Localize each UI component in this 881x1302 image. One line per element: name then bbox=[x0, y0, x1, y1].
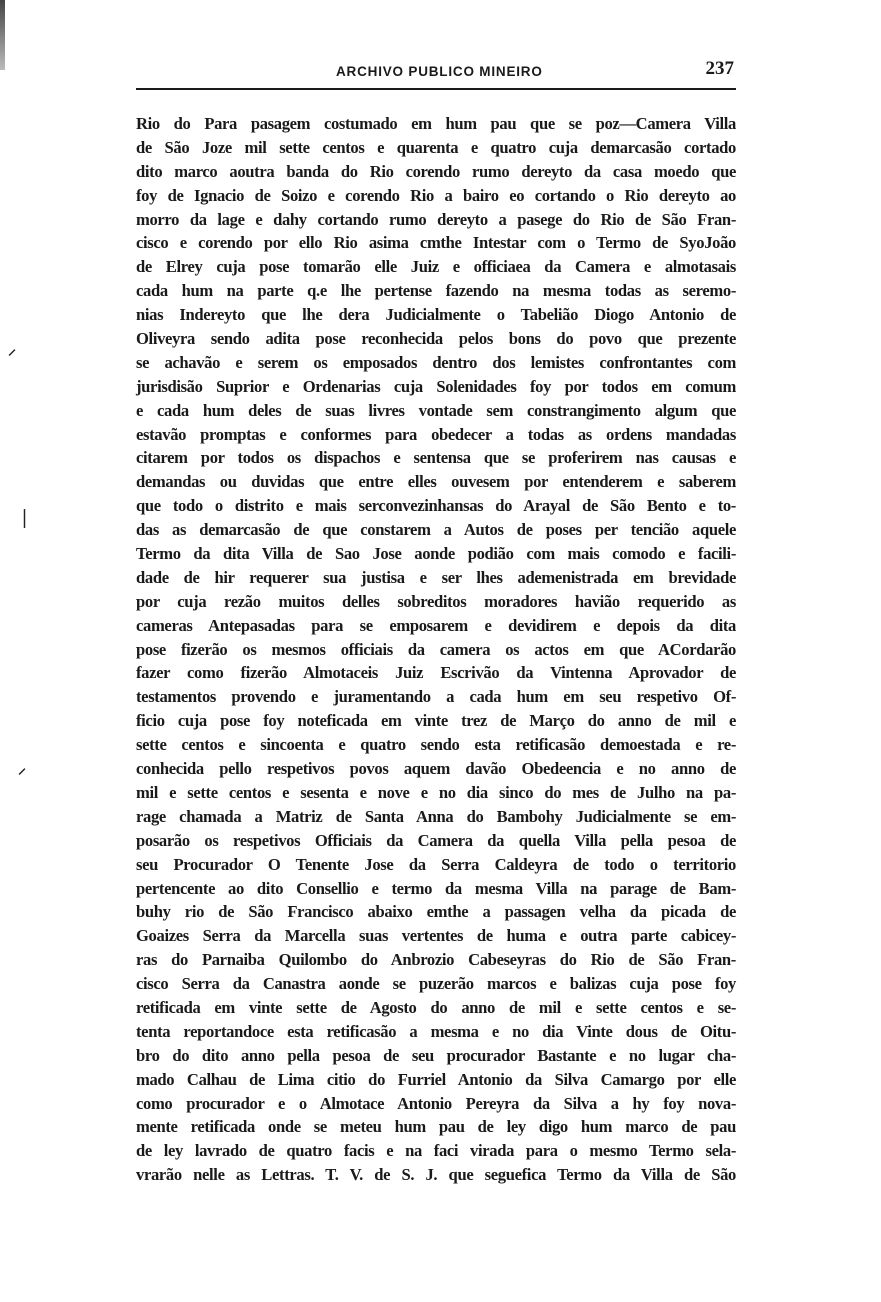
margin-mark: ׀ bbox=[20, 512, 30, 529]
text-line: morro da lage e dahy cortando rumo dereyto a pasege do Rio de São Fran- bbox=[136, 209, 736, 229]
text-line: estavão promptas e conformes para obedecer a todas as ordens mandadas bbox=[136, 424, 736, 444]
text-line: bro do dito anno pella pesoa de seu procurador Bastante e no lugar cha- bbox=[136, 1045, 736, 1065]
body-text bbox=[136, 112, 736, 1187]
text-line: buhy rio de São Francisco abaixo emthe a passagen velha da picada de bbox=[136, 902, 736, 922]
text-line: mil e sette centos e sesenta e nove e no dia sinco do mes de Julho na pa- bbox=[136, 782, 736, 802]
text-line: nias Indereyto que lhe dera Judicialmente o Tabelião Diogo Antonio de bbox=[136, 305, 736, 325]
running-title: ARCHIVO PUBLICO MINEIRO bbox=[336, 64, 543, 79]
text-line: tenta reportandoce esta retificasão a mesma e no dia Vinte dous de Oitu- bbox=[136, 1021, 736, 1041]
text-line: por cuja rezão muitos delles sobreditos moradores havião requerido as bbox=[136, 591, 736, 611]
text-line: cisco e corendo por ello Rio asima cmthe Intestar com o Termo de SyoJoão bbox=[136, 233, 736, 253]
text-line: Rio do Para pasagem costumado em hum pau que se poz—Camera Villa bbox=[136, 114, 736, 133]
text-line: foy de Ignacio de Soizo e corendo Rio a bairo eo cortando o Rio dereyto ao bbox=[136, 185, 736, 205]
page-edge-shadow bbox=[0, 0, 5, 70]
text-line: Oliveyra sendo adita pose reconhecida pelos bons do povo que prezente bbox=[136, 329, 736, 349]
text-line: demandas ou duvidas que entre elles ouvesem por entenderem e saberem bbox=[136, 472, 736, 492]
text-line: Goaizes Serra da Marcella suas vertentes de huma e outra parte cabicey- bbox=[136, 926, 736, 946]
text-line: dade de hir requerer sua justisa e ser lhes ademenistrada em brevidade bbox=[136, 567, 736, 587]
text-line: de São Joze mil sette centos e quarenta e quatro cuja demarcasão cortado bbox=[136, 137, 736, 157]
text-line: que todo o distrito e mais serconvezinhansas do Arayal de São Bento e to- bbox=[136, 496, 736, 516]
margin-mark: ⸍ bbox=[8, 348, 17, 365]
text-line: ras do Parnaiba Quilombo do Anbrozio Cabeseyras do Rio de São Fran- bbox=[136, 950, 736, 970]
text-line: cameras Antepasadas para se emposarem e devidirem e depois da dita bbox=[136, 615, 736, 635]
text-line: de ley lavrado de quatro facis e na faci virada para o mesmo Termo sela- bbox=[136, 1141, 736, 1161]
text-line: e cada hum deles de suas livres vontade sem constrangimento algum que bbox=[136, 400, 736, 420]
text-line: cada hum na parte q.e lhe pertense fazendo na mesma todas as seremo- bbox=[136, 281, 736, 301]
text-line: dito marco aoutra banda do Rio corendo rumo dereyto da casa moedo que bbox=[136, 161, 736, 181]
text-line: de Elrey cuja pose tomarão elle Juiz e officiaea da Camera e almotasais bbox=[136, 257, 736, 277]
text-line: testamentos provendo e juramentando a cada hum em seu respetivo Of- bbox=[136, 687, 736, 707]
page-header bbox=[136, 56, 736, 86]
header-rule bbox=[136, 88, 736, 90]
text-line: cisco Serra da Canastra aonde se puzerão marcos e balizas cuja pose foy bbox=[136, 974, 736, 994]
margin-mark: ⸍ bbox=[18, 767, 27, 784]
text-line: rage chamada a Matriz de Santa Anna do Bambohy Judicialmente se em- bbox=[136, 806, 736, 826]
text-line: Termo da dita Villa de Sao Jose aonde podião com mais comodo e facili- bbox=[136, 544, 736, 564]
page-number: 237 bbox=[705, 58, 734, 79]
text-line: seu Procurador O Tenente Jose da Serra Caldeyra de todo o territorio bbox=[136, 854, 736, 874]
text-line: ficio cuja pose foy noteficada em vinte trez de Março do anno de mil e bbox=[136, 711, 736, 731]
text-line: pose fizerão os mesmos officiais da camera os actos em que ACordarão bbox=[136, 639, 736, 659]
text-line: sette centos e sincoenta e quatro sendo esta retificasão demoestada e re- bbox=[136, 735, 736, 755]
text-line: mado Calhau de Lima citio do Furriel Antonio da Silva Camargo por elle bbox=[136, 1069, 736, 1089]
text-line: pertencente ao dito Consellio e termo da mesma Villa na parage de Bam- bbox=[136, 878, 736, 898]
text-line: citarem por todos os dispachos e sentensa que se proferirem nas causas e bbox=[136, 448, 736, 468]
text-line: fazer como fizerão Almotaceis Juiz Escrivão da Vintenna Aprovador de bbox=[136, 663, 736, 683]
text-line: das as demarcasão de que constarem a Autos de poses per tencião aquele bbox=[136, 520, 736, 540]
text-line: vrarão nelle as Lettras. T. V. de S. J. que seguefica Termo da Villa de São bbox=[136, 1165, 736, 1185]
text-line: se achavão e serem os emposados dentro dos lemistes confrontantes com bbox=[136, 352, 736, 372]
text-line: mente retificada onde se meteu hum pau de ley digo hum marco de pau bbox=[136, 1117, 736, 1137]
text-line: como procurador e o Almotace Antonio Pereyra da Silva a hy foy nova- bbox=[136, 1093, 736, 1113]
text-line: conhecida pello respetivos povos aquem davão Obedeencia e no anno de bbox=[136, 759, 736, 779]
text-line: posarão os respetivos Officiais da Camera da quella Villa pella pesoa de bbox=[136, 830, 736, 850]
text-line: retificada em vinte sette de Agosto do anno de mil e sette centos e se- bbox=[136, 997, 736, 1017]
text-line: jurisdisão Suprior e Ordenarias cuja Solenidades foy por todos em comum bbox=[136, 376, 736, 396]
